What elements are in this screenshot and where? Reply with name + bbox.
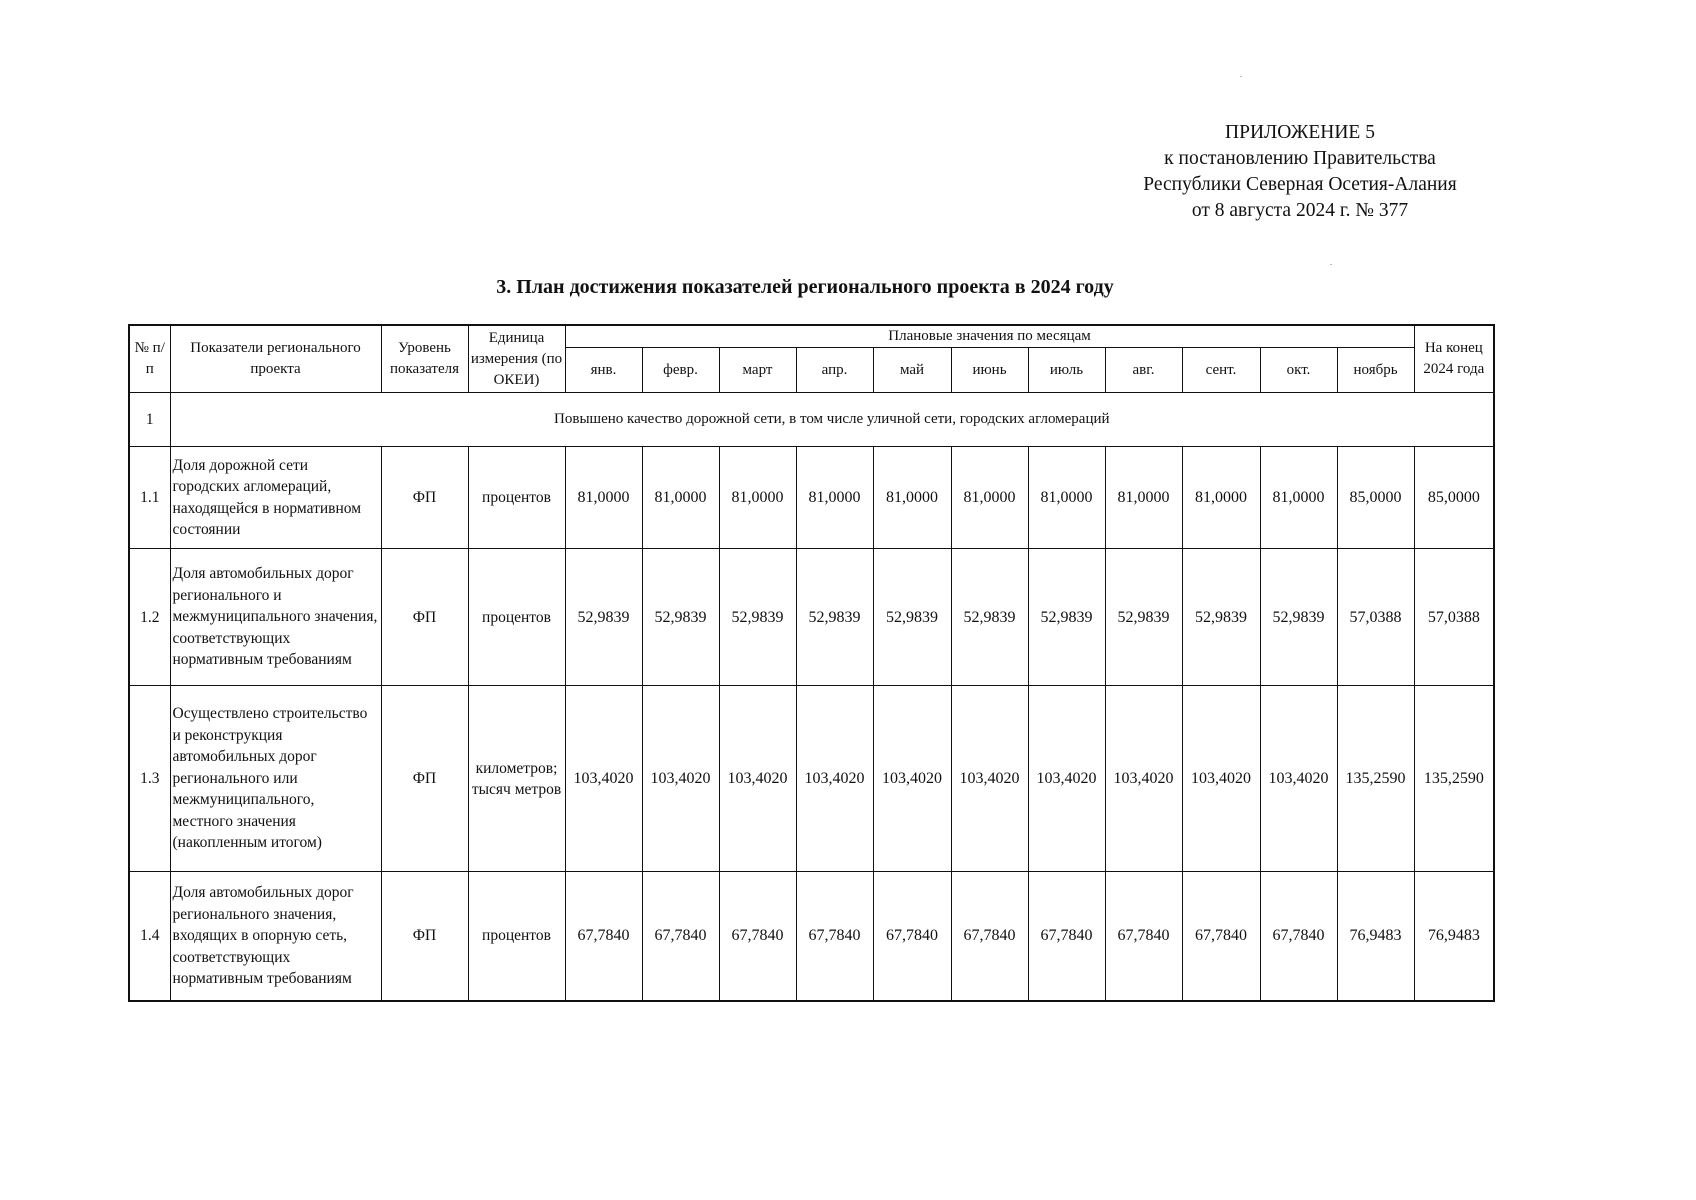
row-month-value: 103,4020 <box>873 686 951 872</box>
group-num: 1 <box>129 393 170 447</box>
header-monthly: Плановые значения по месяцам <box>565 325 1414 348</box>
row-month-value: 103,4020 <box>1260 686 1337 872</box>
document-title: 3. План достижения показателей регионального проекта в 2024 году <box>496 276 1114 298</box>
row-month-value: 52,9839 <box>1260 549 1337 686</box>
row-month-value: 67,7840 <box>1182 872 1260 1001</box>
row-unit: километров; тысяч метров <box>468 686 565 872</box>
scan-speck <box>1240 76 1242 77</box>
row-num: 1.4 <box>129 872 170 1001</box>
row-month-value: 52,9839 <box>642 549 719 686</box>
row-month-value: 52,9839 <box>719 549 796 686</box>
row-month-value: 103,4020 <box>951 686 1028 872</box>
row-month-value: 81,0000 <box>565 447 642 549</box>
row-unit: процентов <box>468 447 565 549</box>
row-month-value: 52,9839 <box>565 549 642 686</box>
row-month-value: 67,7840 <box>642 872 719 1001</box>
row-month-value: 81,0000 <box>1028 447 1105 549</box>
header-month: май <box>873 348 951 393</box>
row-end-value: 135,2590 <box>1414 686 1494 872</box>
header-month: ноябрь <box>1337 348 1414 393</box>
row-month-value: 81,0000 <box>796 447 873 549</box>
row-level: ФП <box>381 686 468 872</box>
row-indicator-name: Доля автомобильных дорог регионального значения, входящих в опорную сеть, соответствующих нормативным требованиям <box>170 872 381 1001</box>
row-month-value: 81,0000 <box>642 447 719 549</box>
row-indicator-name: Осуществлено строительство и реконструкция автомобильных дорог регионального или межмуниципального, местного значения (накопленным итогом) <box>170 686 381 872</box>
row-month-value: 52,9839 <box>873 549 951 686</box>
row-month-value: 81,0000 <box>1260 447 1337 549</box>
header-indicator: Показатели регионального проекта <box>170 325 381 393</box>
row-month-value: 67,7840 <box>873 872 951 1001</box>
row-month-value: 52,9839 <box>1182 549 1260 686</box>
row-level: ФП <box>381 872 468 1001</box>
row-month-value: 67,7840 <box>565 872 642 1001</box>
row-unit: процентов <box>468 549 565 686</box>
row-month-value: 135,2590 <box>1337 686 1414 872</box>
header-end-of-year: На конец 2024 года <box>1414 325 1494 393</box>
row-month-value: 85,0000 <box>1337 447 1414 549</box>
header-num: № п/п <box>129 325 170 393</box>
row-month-value: 67,7840 <box>951 872 1028 1001</box>
table-row <box>129 549 1494 686</box>
plan-table <box>128 324 1495 1002</box>
header-month: окт. <box>1260 348 1337 393</box>
header-month: авг. <box>1105 348 1182 393</box>
row-month-value: 52,9839 <box>796 549 873 686</box>
row-month-value: 81,0000 <box>1105 447 1182 549</box>
row-num: 1.3 <box>129 686 170 872</box>
row-month-value: 52,9839 <box>951 549 1028 686</box>
row-month-value: 52,9839 <box>1105 549 1182 686</box>
row-month-value: 103,4020 <box>1182 686 1260 872</box>
row-month-value: 103,4020 <box>719 686 796 872</box>
row-month-value: 67,7840 <box>1105 872 1182 1001</box>
row-month-value: 67,7840 <box>1028 872 1105 1001</box>
row-month-value: 103,4020 <box>796 686 873 872</box>
row-month-value: 76,9483 <box>1337 872 1414 1001</box>
row-end-value: 57,0388 <box>1414 549 1494 686</box>
row-month-value: 103,4020 <box>1105 686 1182 872</box>
row-month-value: 81,0000 <box>951 447 1028 549</box>
row-month-value: 67,7840 <box>1260 872 1337 1001</box>
header-month: сент. <box>1182 348 1260 393</box>
row-month-value: 103,4020 <box>1028 686 1105 872</box>
appendix-line-3: Республики Северная Осетия-Алания <box>1143 174 1457 195</box>
header-month: июль <box>1028 348 1105 393</box>
header-month: март <box>719 348 796 393</box>
table-row <box>129 686 1494 872</box>
row-level: ФП <box>381 549 468 686</box>
group-row <box>129 393 1494 447</box>
header-month: июнь <box>951 348 1028 393</box>
row-end-value: 85,0000 <box>1414 447 1494 549</box>
table-row <box>129 872 1494 1001</box>
row-indicator-name: Доля дорожной сети городских агломераций, находящейся в нормативном состоянии <box>170 447 381 549</box>
table-row <box>129 447 1494 549</box>
row-month-value: 103,4020 <box>565 686 642 872</box>
row-level: ФП <box>381 447 468 549</box>
appendix-line-4: от 8 августа 2024 г. № 377 <box>1191 200 1409 221</box>
group-label: Повышено качество дорожной сети, в том числе уличной сети, городских агломераций <box>170 393 1494 447</box>
appendix-block <box>1120 120 1480 224</box>
row-num: 1.2 <box>129 549 170 686</box>
row-num: 1.1 <box>129 447 170 549</box>
row-unit: процентов <box>468 872 565 1001</box>
row-month-value: 81,0000 <box>873 447 951 549</box>
row-end-value: 76,9483 <box>1414 872 1494 1001</box>
row-month-value: 103,4020 <box>642 686 719 872</box>
header-level: Уровень показателя <box>381 325 468 393</box>
appendix-line-1: ПРИЛОЖЕНИЕ 5 <box>1225 122 1375 143</box>
row-month-value: 57,0388 <box>1337 549 1414 686</box>
header-month: янв. <box>565 348 642 393</box>
header-month: апр. <box>796 348 873 393</box>
header-month: февр. <box>642 348 719 393</box>
row-indicator-name: Доля автомобильных дорог регионального и межмуниципального значения, соответствующих нормативным требованиям <box>170 549 381 686</box>
header-unit: Единица измерения (по ОКЕИ) <box>468 325 565 393</box>
appendix-line-2: к постановлению Правительства <box>1164 148 1436 169</box>
row-month-value: 81,0000 <box>1182 447 1260 549</box>
scan-speck <box>1330 264 1332 265</box>
row-month-value: 67,7840 <box>719 872 796 1001</box>
row-month-value: 81,0000 <box>719 447 796 549</box>
row-month-value: 52,9839 <box>1028 549 1105 686</box>
row-month-value: 67,7840 <box>796 872 873 1001</box>
